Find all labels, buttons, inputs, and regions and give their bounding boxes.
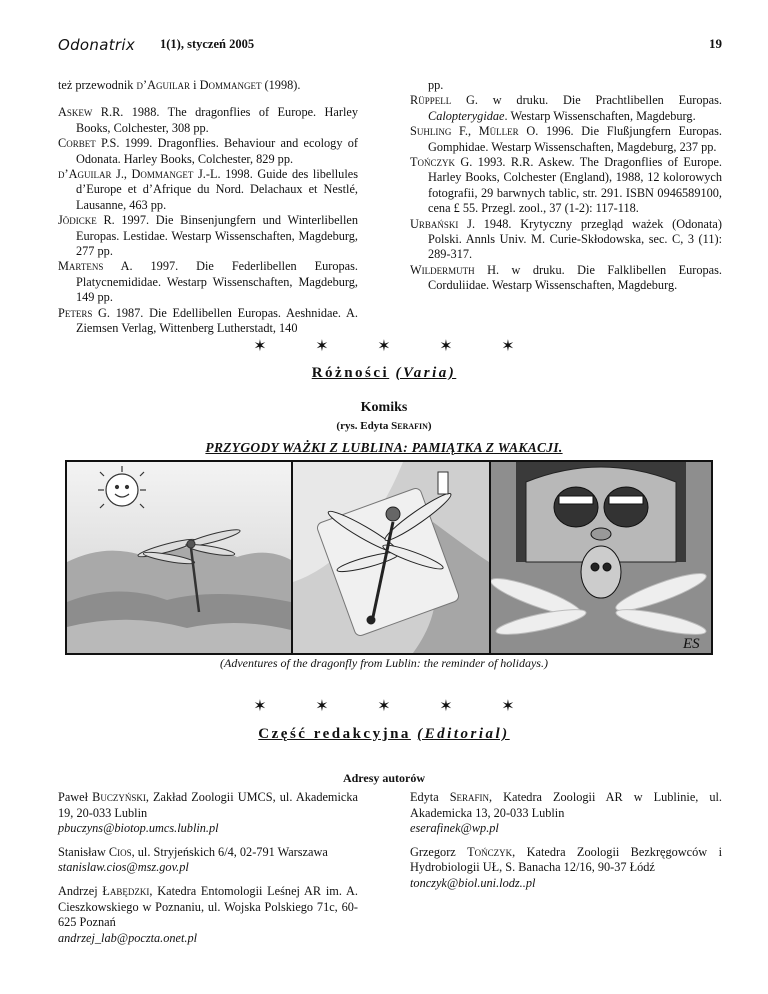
star-icon: ✶ <box>253 698 267 715</box>
star-icon: ✶ <box>439 338 453 355</box>
addresses-heading: Adresy autorów <box>342 771 426 785</box>
reference-martens: Martens A. 1997. Die Federlibellen Europas. Platycnemididae. Westarp Wissenschaften, Magdeburg, 149 pp. <box>58 259 358 305</box>
star-icon: ✶ <box>315 338 329 355</box>
reference-tonczyk: Tończyk G. 1993. R.R. Askew. The Dragonflies of Europe. Harley Books, Colchester (England), 1988, 12 kolorowych fotografii, 29 barwnych tablic, str. 291. ISBN 0946589100, cena £ 55. Przegl. zool., 37 (1-2): 117-118. <box>410 155 722 216</box>
reference-wildermuth: Wildermuth H. w druku. Die Falklibellen Europas. Corduliidae. Westarp Wissenschaften, Magdeburg. <box>410 262 722 293</box>
star-icon: ✶ <box>501 698 515 715</box>
star-divider-2 <box>0 696 768 716</box>
komiks-credit: (rys. Edyta Serafin) <box>336 420 432 432</box>
comic-caption: (Adventures of the dragonfly from Lublin: the reminder of holidays.) <box>220 656 548 670</box>
issue-info: 1(1), styczeń 2005 <box>160 37 255 51</box>
email-link[interactable]: andrzej_lab@poczta.onet.pl <box>58 930 198 945</box>
reference-askew: Askew R.R. 1988. The dragonflies of Europe. Harley Books, Colchester, 308 pp. <box>58 105 358 135</box>
address-labedzki: Andrzej Łabędzki, Katedra Entomologii Leśnej AR im. A. Cieszkowskiego w Poznaniu, ul. Wojska Polskiego 71c, 60-625 Poznań andrzej_lab@poczta.onet.pl <box>58 883 358 945</box>
comic-panel-3 <box>491 462 711 653</box>
references-right-column <box>410 78 722 294</box>
star-icon: ✶ <box>377 698 391 715</box>
address-cios: Stanisław Cios, ul. Stryjeńskich 6/4, 02-791 Warszawa stanislaw.cios@msz.gov.pl <box>58 844 328 875</box>
comic-panel-1 <box>67 462 291 653</box>
address-tonczyk: Grzegorz Tończyk, Katedra Zoologii Bezkręgowców i Hydrobiologii UŁ, S. Banacha 12/16, 90-37 Łódź tonczyk@biol.uni.lodz..pl <box>410 844 722 890</box>
running-header <box>58 36 722 54</box>
drink-glass-icon <box>438 472 448 494</box>
reference-urbanski: Urbański J. 1948. Krytyczny przegląd ważek (Odonata) Polski. Annls Univ. M. Curie-Skłodowska, sec. C, 3 (11): 289-317. <box>410 216 722 262</box>
journal-name: Odonatrix <box>58 36 135 54</box>
section-title-varia: Różności (Varia) <box>311 365 457 381</box>
section-title-editorial: Część redakcyjna (Editorial) <box>258 726 510 742</box>
comic-signature: ES <box>683 636 700 652</box>
reference-continuation: pp. <box>428 78 444 92</box>
address-buczynski: Paweł Buczyński, Zakład Zoologii UMCS, ul. Akademicka 19, 20-033 Lublin pbuczyns@biotop.umcs.lublin.pl <box>58 790 358 836</box>
reference-ruppell: Rüppell G. w druku. Die Prachtlibellen Europas. Calopterygidae. Westarp Wissenschaften, Magdeburg. <box>410 93 722 123</box>
reference-peters: Peters G. 1987. Die Edellibellen Europas. Aeshnidae. A. Ziemsen Verlag, Wittenberg Lutherstadt, 140 <box>58 305 358 336</box>
star-divider-1 <box>0 336 768 356</box>
addresses-right-column <box>410 790 722 900</box>
star-icon: ✶ <box>377 338 391 355</box>
references-left-column <box>58 78 358 337</box>
email-link[interactable]: eserafinek@wp.pl <box>410 821 499 836</box>
reference-jodicke: Jödicke R. 1997. Die Binsenjungfern und Winterlibellen Europas. Lestidae. Westarp Wissenschaften, Magdeburg, 277 pp. <box>58 213 358 259</box>
reference-suhling: Suhling F., Müller O. 1996. Die Flußjungfern Europas. Gomphidae. Westarp Wissenschaften, Magdeburg, 237 pp. <box>410 124 722 154</box>
star-icon: ✶ <box>315 698 329 715</box>
address-serafin: Edyta Serafin, Katedra Zoologii AR w Lublinie, ul. Akademicka 13, 20-033 Lublin eserafinek@wp.pl <box>410 790 722 836</box>
comic-panel-2 <box>293 462 489 653</box>
reference-corbet: Corbet P.S. 1999. Dragonflies. Behaviour and ecology of Odonata. Harley Books, Colchester, 829 pp. <box>58 136 358 166</box>
star-icon: ✶ <box>501 338 515 355</box>
email-link[interactable]: tonczyk@biol.uni.lodz..pl <box>410 875 536 890</box>
reference-daguilar: d’Aguilar J., Dommanget J.-L. 1998. Guide des libellules d’Europe et d’Afrique du Nord. Delachaux et Nestlé, Lausanne, 463 pp. <box>58 167 358 212</box>
comic-strip-title: PRZYGODY WAŻKI Z LUBLINA: PAMIĄTKA Z WAKACJI. <box>205 440 563 455</box>
page-number: 19 <box>709 36 722 51</box>
komiks-heading: Komiks <box>360 400 408 415</box>
addresses-left-column <box>58 790 358 954</box>
star-icon: ✶ <box>439 698 453 715</box>
intro-line: też przewodnik d’Aguilar i Dommanget (1998). <box>58 78 301 92</box>
star-icon: ✶ <box>253 338 267 355</box>
email-link[interactable]: stanislaw.cios@msz.gov.pl <box>58 860 189 875</box>
email-link[interactable]: pbuczyns@biotop.umcs.lublin.pl <box>58 821 219 836</box>
comic-strip <box>65 460 713 655</box>
